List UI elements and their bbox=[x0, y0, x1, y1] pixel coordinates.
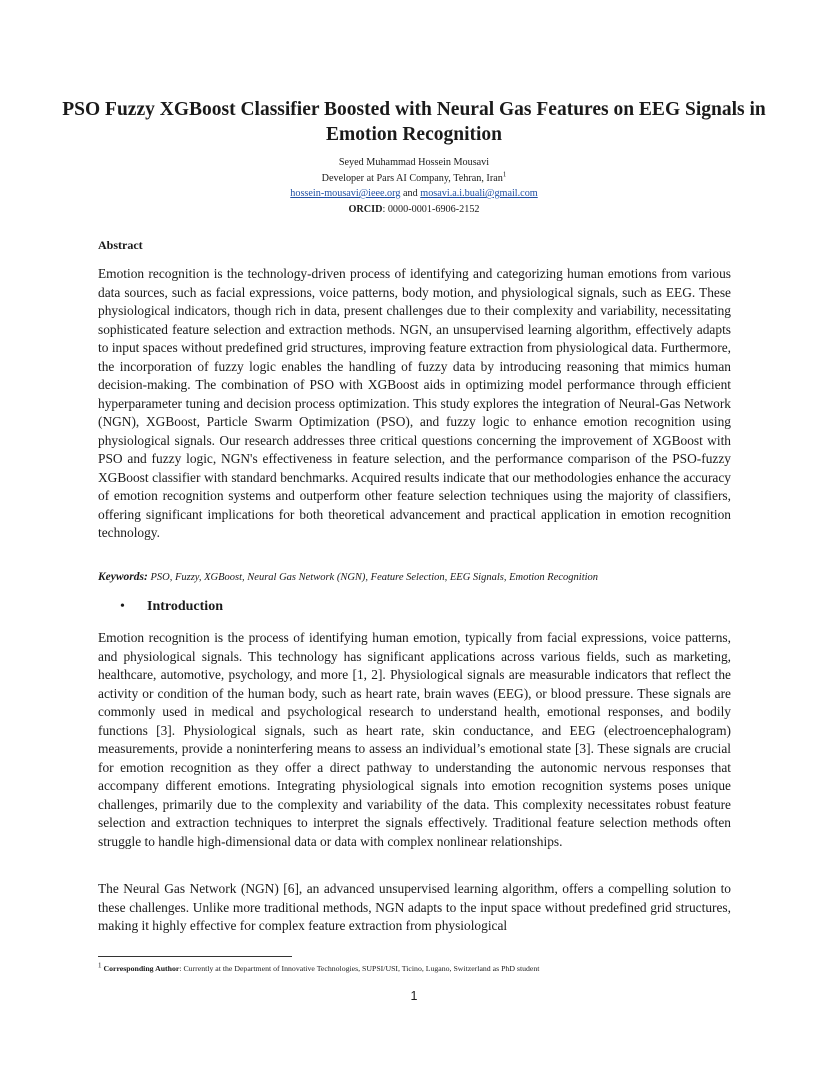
bullet-icon: • bbox=[120, 599, 125, 614]
footnote-divider bbox=[98, 956, 292, 957]
footnote bbox=[98, 961, 738, 974]
keywords-text: PSO, Fuzzy, XGBoost, Neural Gas Network (NGN), Feature Selection, EEG Signals, Emotion Recognition bbox=[150, 572, 599, 583]
author-block bbox=[114, 155, 714, 217]
author-orcid bbox=[114, 202, 714, 218]
abstract-heading: Abstract bbox=[98, 238, 143, 252]
paper-title: PSO Fuzzy XGBoost Classifier Boosted with Neural Gas Features on EEG Signals in Emotion Recognition bbox=[62, 99, 766, 145]
author-affiliation-line bbox=[114, 171, 714, 187]
keywords-label: Keywords: bbox=[98, 571, 148, 583]
email-link-secondary[interactable]: mosavi.a.i.buali@gmail.com bbox=[420, 188, 538, 199]
author-name: Seyed Muhammad Hossein Mousavi bbox=[338, 157, 490, 168]
orcid-label: ORCID bbox=[348, 203, 383, 215]
introduction-paragraph-2: The Neural Gas Network (NGN) [6], an advanced unsupervised learning algorithm, offers a compelling solution to these challenges. Unlike more traditional methods, NGN adapts to the input space without predefined grid structures, making it highly effective for complex feature extraction from physiological bbox=[98, 881, 731, 933]
orcid-value: : 0000-0001-6906-2152 bbox=[382, 203, 480, 215]
footnote-label: Corresponding Author bbox=[103, 964, 180, 973]
email-link-primary[interactable]: hossein-mousavi@ieee.org bbox=[290, 188, 401, 199]
footnote-text: : Currently at the Department of Innovative Technologies, SUPSI/USI, Ticino, Lugano, Switzerland as PhD student bbox=[179, 964, 540, 973]
affiliation-footnote-marker: 1 bbox=[502, 170, 507, 179]
introduction-heading-label: Introduction bbox=[147, 599, 223, 614]
keywords-line bbox=[98, 571, 738, 583]
introduction-heading bbox=[120, 599, 223, 615]
page-number: 1 bbox=[410, 989, 418, 1003]
author-affiliation: Developer at Pars AI Company, Tehran, Iran bbox=[321, 172, 503, 184]
author-emails bbox=[114, 186, 714, 202]
email-joiner: and bbox=[403, 188, 418, 199]
introduction-paragraph-1: Emotion recognition is the process of identifying human emotion, typically from facial expressions, voice patterns, and physiological signals. This technology has significant applications across various fields, such as marketing, healthcare, automotive, psychology, and more [1, 2]. Physiological signals are measurable indicators that reflect the activity or condition of the human body, such as heart rate, brain waves (EEG), or blood pressure. These signals are commonly used in medical and psychological research to understand health, emotional responses, and bodily functions [3]. Physiological signals, such as heart rate, skin conductance, and EEG (electroencephalogram) measurements, provide a noninterfering means to assess an individual’s emotional state [3]. These signals are crucial for emotion recognition as they offer a direct pathway to understanding the autonomic nervous responses that accompany different emotions. Integrating physiological signals into emotion recognition systems poses unique challenges, primarily due to the complexity and variability of the data. This complexity necessitates robust feature selection and extraction techniques to interpret the signals effectively. Traditional feature selection methods often struggle to handle high-dimensional data or data with complex nonlinear relationships. bbox=[98, 630, 731, 849]
abstract-text: Emotion recognition is the technology-driven process of identifying and categorizing human emotions from various data sources, such as facial expressions, voice patterns, body motion, and physiological signals, such as EEG. These physiological indicators, though rich in data, present challenges due to their complexity and variability, necessitating sophisticated feature selection and extraction methods. NGN, an unsupervised learning algorithm, effectively adapts to input spaces without predefined grid structures, improving feature extraction from physiological data. Furthermore, the incorporation of fuzzy logic enables the handling of fuzzy data by introducing reasoning that mimics human decision-making. The combination of PSO with XGBoost aids in optimizing model performance through efficient hyperparameter tuning and decision process optimization. This study explores the integration of Neural-Gas Network (NGN), XGBoost, Particle Swarm Optimization (PSO), and fuzzy logic to enhance emotion recognition using physiological signals. Our research addresses three critical questions concerning the improvement of XGBoost with PSO and fuzzy logic, NGN's effectiveness in feature selection, and the performance comparison of the PSO-fuzzy XGBoost classifier with standard benchmarks. Acquired results indicate that our methodologies enhance the accuracy of emotion recognition systems and outperform other feature selection techniques using the majority of classifiers, offering significant implications for both theoretical advancement and practical application in emotion recognition technology. bbox=[98, 266, 731, 540]
footnote-marker: 1 bbox=[98, 961, 102, 970]
